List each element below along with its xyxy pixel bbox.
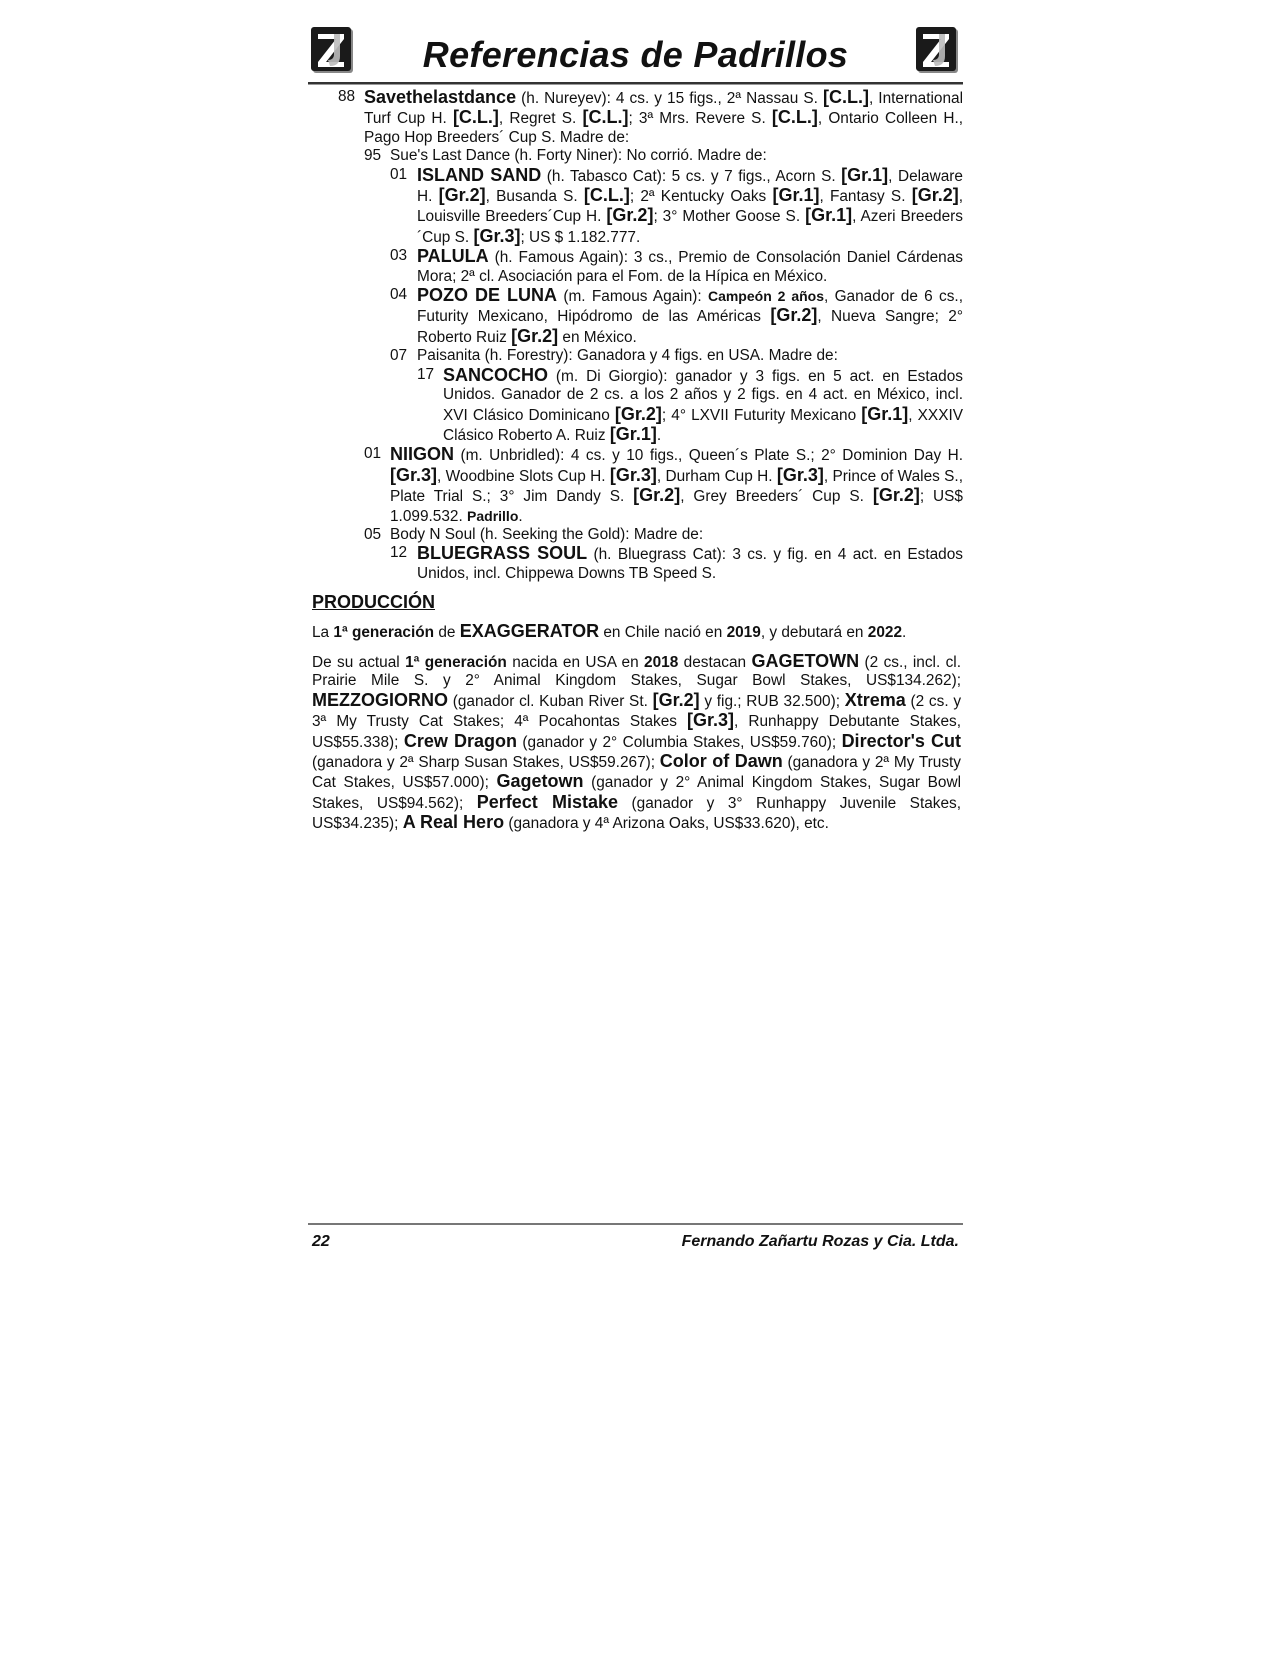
horse-name: GAGETOWN [751,650,860,671]
page-title: Referencias de Padrillos [422,34,849,75]
grade-badge: [Gr.2] [614,403,662,424]
horse-name: Director's Cut [841,730,961,751]
horse-name: A Real Hero [402,812,505,833]
section-heading: PRODUCCIÓN [312,592,436,613]
entry-year: 17 [417,365,435,383]
grade-badge: [Gr.2] [911,185,959,206]
pedigree-entry [308,544,963,583]
highlight-text: 2019 [726,623,761,641]
entry-year: 01 [364,445,382,463]
horse-name: NIIGON [390,444,455,465]
entry-text: ISLAND SAND (h. Tabasco Cat): 5 cs. y 7 figs., Acorn S. [Gr.1], Delaware H. [Gr.2], Busanda S. [C.L.]; 2ª Kentucky Oaks [Gr.1], Fantasy S. [Gr.2], Louisville Breeders´Cup H. [Gr.2]; 3° Mother Goose S. [Gr.1], Azeri Breeders´Cup S. [Gr.3]; US $ 1.182.777. [417,164,963,246]
horse-name: Xtrema [844,689,906,710]
grade-badge: [Gr.3] [390,464,438,485]
page-number: 22 [312,1233,330,1250]
highlight-text: 1ª generación [333,623,435,641]
horse-name: Savethelastdance [364,87,517,107]
entry-year: 01 [390,165,408,183]
entry-year: 88 [338,88,356,105]
grade-badge: [Gr.1] [861,403,909,424]
grade-badge: [Gr.3] [473,225,521,246]
entry-year: 07 [390,347,408,365]
grade-badge: [Gr.2] [872,485,920,506]
grade-badge: [C.L.] [822,87,869,107]
pedigree-entry [308,445,963,526]
footer-row [308,1225,963,1251]
company-name: Fernando Zañartu Rozas y Cia. Ltda. [681,1233,959,1250]
highlight-text: 2018 [644,653,679,671]
grade-badge: [C.L.] [452,107,499,128]
grade-badge: [C.L.] [583,185,630,206]
pedigree-entry [308,147,963,165]
grade-badge: [Gr.2] [511,325,559,346]
page [308,20,963,834]
grade-badge: [Gr.2] [606,205,654,226]
paragraph: De su actual 1ª generación nacida en USA en 2018 destacan GAGETOWN (2 cs., incl. cl. Prairie Mile S. y 2° Animal Kingdom Stakes, Sugar Bowl Stakes, US$134.262); MEZZOGIORNO (ganador cl. Kuban River St. [Gr.2] y fig.; RUB 32.500); Xtrema (2 cs. y 3ª My Trusty Cat Stakes; 4ª Pocahontas Stakes [Gr.3], Runhappy Debutante Stakes, US$55.338); Crew Dragon (ganador y 2° Columbia Stakes, US$59.760); Director's Cut (ganadora y 2ª Sharp Susan Stakes, US$59.267); Color of Dawn (ganadora y 2ª My Trusty Cat Stakes, US$57.000); Gagetown (ganador y 2° Animal Kingdom Stakes, Sugar Bowl Stakes, US$94.562); Perfect Mistake (ganador y 3° Runhappy Juvenile Stakes, US$34.235); A Real Hero (ganadora y 4ª Arizona Oaks, US$33.620), etc. [312,650,962,833]
horse-name: POZO DE LUNA [417,285,558,306]
horse-name: ISLAND SAND [417,164,542,185]
grade-badge: [Gr.1] [772,185,820,206]
pedigree-entry [308,526,963,544]
pedigree-body [308,84,963,834]
entry-year: 05 [364,525,382,543]
horse-name: PALULA [417,246,489,267]
grade-badge: [Gr.1] [841,164,889,185]
horse-name: Perfect Mistake [476,791,619,812]
grade-badge: [Gr.3] [776,464,824,485]
horse-name: Color of Dawn [659,751,783,771]
grade-badge: [Gr.1] [609,423,657,444]
entry-year: 12 [390,544,408,562]
highlight-text: Campeón 2 años [707,288,825,305]
entry-text: SANCOCHO (m. Di Giorgio): ganador y 3 figs. en 5 act. en Estados Unidos. Ganador de 2 cs. a los 2 años y 2 figs. en 4 act. en México, incl. XVI Clásico Dominicano [Gr.2]; 4° LXVII Futurity Mexicano [Gr.1], XXXIV Clásico Roberto A. Ruiz [Gr.1]. [443,364,964,444]
grade-badge: [Gr.3] [609,464,657,485]
horse-name: MEZZOGIORNO [312,689,448,710]
grade-badge: [Gr.2] [770,305,818,326]
horse-name: Gagetown [496,771,584,792]
entry-text: BLUEGRASS SOUL (h. Bluegrass Cat): 3 cs. y fig. en 4 act. en Estados Unidos, incl. Chippewa Downs TB Speed S. [417,543,963,582]
grade-badge: [C.L.] [582,107,629,128]
highlight-text: 2022 [867,623,903,641]
grade-badge: [Gr.2] [652,689,700,710]
fzr-logo-icon [915,26,961,76]
horse-name: EXAGGERATOR [459,620,600,641]
pedigree-entry [308,247,963,286]
page-footer [308,1223,963,1251]
entry-text: NIIGON (m. Unbridled): 4 cs. y 10 figs., Queen´s Plate S.; 2° Dominion Day H. [Gr.3], Woodbine Slots Cup H. [Gr.3], Durham Cup H. [Gr.3], Prince of Wales S., Plate Trial S.; 3° Jim Dandy S. [Gr.2], Grey Breeders´ Cup S. [Gr.2]; US$ 1.099.532. Padrillo. [390,444,963,525]
horse-name: SANCOCHO [443,364,549,385]
grade-badge: [C.L.] [771,107,818,128]
entry-year: 95 [364,147,382,165]
pedigree-entry [308,88,963,147]
horse-name: BLUEGRASS SOUL [417,543,588,564]
horse-name: Crew Dragon [403,730,517,751]
page-header [308,20,963,82]
entry-text: Paisanita (h. Forestry): Ganadora y 4 figs. en USA. Madre de: [417,347,838,365]
highlight-text: Padrillo [467,507,519,524]
pedigree-entry [308,347,963,365]
grade-badge: [Gr.1] [805,205,853,226]
pedigree-entry [308,286,963,347]
grade-badge: [Gr.3] [687,710,735,731]
pedigree-entry [308,166,963,248]
entry-text: PALULA (h. Famous Again): 3 cs., Premio de Consolación Daniel Cárdenas Mora; 2ª cl. Asociación para el Fom. de la Hípica en México. [417,246,963,285]
entry-text: Savethelastdance (h. Nureyev): 4 cs. y 15 figs., 2ª Nassau S. [C.L.], International Turf Cup H. [C.L.], Regret S. [C.L.]; 3ª Mrs. Revere S. [C.L.], Ontario Colleen H., Pago Hop Breeders´ Cup S. Madre de: [364,87,964,146]
entry-text: Body N Soul (h. Seeking the Gold): Madre de: [390,525,704,543]
highlight-text: 1ª generación [405,653,507,671]
entry-text: POZO DE LUNA (m. Famous Again): Campeón 2 años, Ganador de 6 cs., Futurity Mexicano, Hipódromo de las Américas [Gr.2], Nueva Sangre; 2° Roberto Ruiz [Gr.2] en México. [417,285,963,346]
grade-badge: [Gr.2] [633,485,681,506]
entry-year: 03 [390,247,408,265]
grade-badge: [Gr.2] [438,185,486,206]
pedigree-entry [308,366,963,446]
entry-text: Sue's Last Dance (h. Forty Niner): No corrió. Madre de: [390,147,767,165]
paragraph: La 1ª generación de EXAGGERATOR en Chile nació en 2019, y debutará en 2022. [312,620,907,641]
entry-year: 04 [390,286,408,304]
